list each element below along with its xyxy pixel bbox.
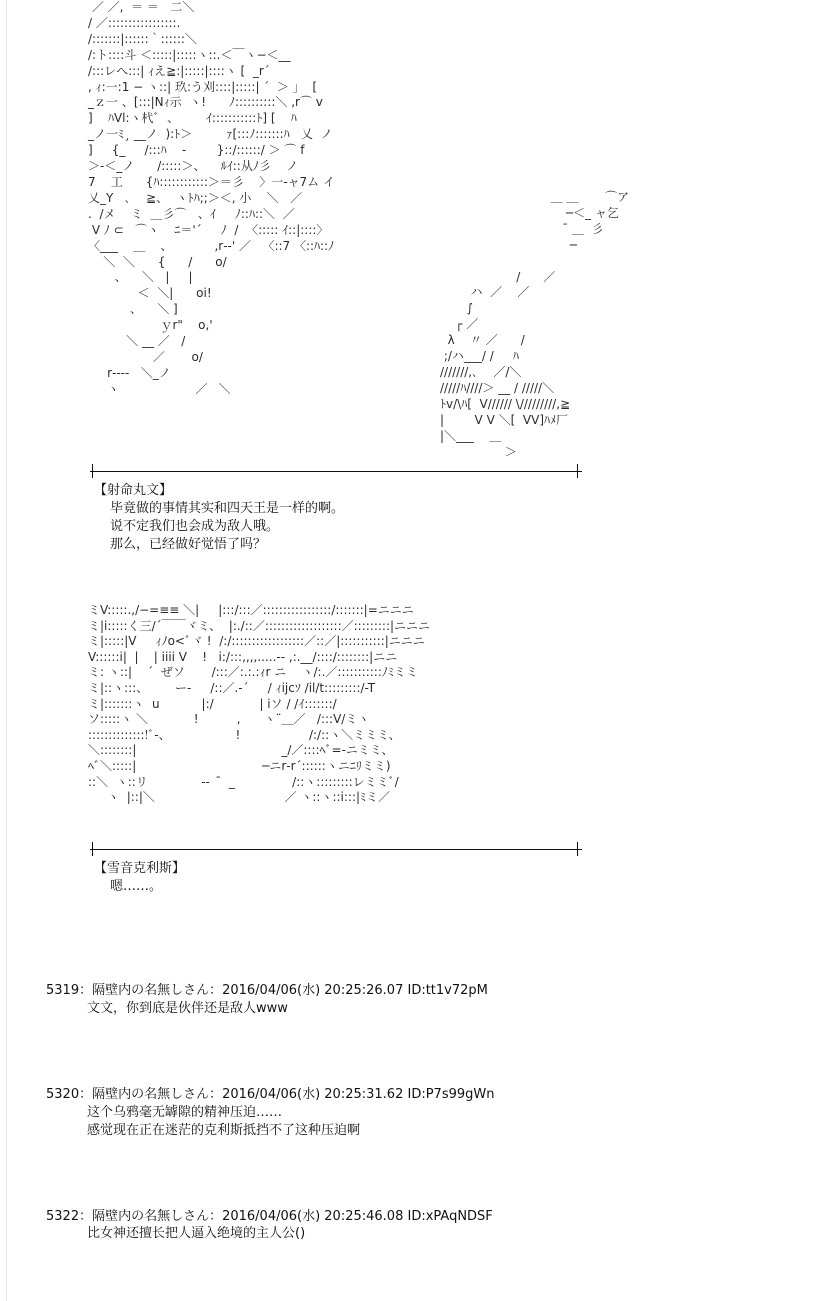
post-body bbox=[87, 1000, 288, 1018]
dialog-line: 说不定我们也会成为敌人哦。 bbox=[110, 519, 280, 534]
left-border-line bbox=[6, 0, 7, 1301]
speaker-name: 【雪音克利斯】 bbox=[94, 861, 186, 876]
divider-right-tick bbox=[577, 464, 578, 478]
post-body-line: 比女神还擅长把人逼入绝境的主人公() bbox=[87, 1226, 306, 1241]
ascii-art-aya: ／ ／, ＝ ＝ 二＼ / ／:::::::::::::::::. /:::::::|::::::｀::::::＼ /:ト::::斗 ＜:::::|:::::ヽ::.＜￣ヽ−＜__ /:::レへ:::| ｨえ≧:|:::::|::::ヽ [ _r´ , ｨ:一:1 − ヽ::| 玖:う刈::::|:::::| ´ ＞ 」 [ _ｚ一 、[:::|Nｨ示 ヽ! ﾉ::::::::::＼ ,r⌒ v ] ﾊVl:ヽ杙ﾞ 、 ｲ:::::::::::ﾄ] [ ﾊ _ノ一ﾐ¸ __ノ ):ﾄ＞ ｧ[:::ﾉ:::::::ﾊ 乂 ノ ] {_ /:::ﾊ ‐ }::/::::::/ ＞ ⌒ f ＞‐＜_ノ /:::::＞、 ﾙｲ::从ﾉ彡 ノ 7 工 {ﾊ::::::::::::＞＝彡 〉一‐ャ7ム イ 乂_Y ､ ≧、 ヽﾄﾊ;;＞＜, 小 ＼ ／ . /メ ミ ＿彡⌒ 、ｲ ﾉ::ﾊ::＼ ／ V ﾉ ⊂ ⌒ヽ ﾆ＝'´ ﾉ / 〈::::: ｲ::|::::〉 〈___ ＿ 、 ,r‐‐' ／ 〈::7 〈::ﾊ::ﾉ ＼ ＼ { / o/ 、 ＼ | | ＜ ＼| oi! 、 ＼ ] ｙr" o,' ＼ __ ／ / ／ o/ r‐‐‐‐ ＼_ノ ヽ ／ ＼ bbox=[88, 0, 335, 396]
post-header: 5320：隔壁内の名無しさん：2016/04/06(水) 20:25:31.62 ID:P7s99gWn bbox=[46, 1087, 495, 1102]
post-header: 5322：隔壁内の名無しさん：2016/04/06(水) 20:25:46.08 ID:xPAqNDSF bbox=[46, 1209, 493, 1224]
dialog-line: 毕竟做的事情其实和四天王是一样的啊。 bbox=[110, 501, 345, 516]
ascii-art-chris: ミV:::::.,/−=≡≡ ＼| |:::/:::／:::::::::::::::::/:::::::|=ニニニ ミ|i:::::く三/´￣￣ヾミ、 |:./::／:::::::::::::::::::／:::::::::|ニニニ ミ|:::::|V ｨﾉo<ﾞヾ ! /:/::::::::::::::::::／::／|:::::::::::|ニニニ V::::::i| | | iiii V ! i:/:::,,,,.....-‐ ,:.__/::::/::::::::|ニニ ミ: ヽ::| ´ ぜソ /:::／:.:.:ｨr ニ ヽ/:.／:::::::::::ﾉﾐミミ ミ|::ヽ:::、 ー‐ /::／.‐´ / ｨijcｿ /il/t:::::::::/‐T ミ|:::::::ヽ u |:/ | iソ / /ｲ:::::::/ ソ:::::ヽ ＼ ! , ヽ¨＿／ /:::V/ミヽ ::::::::::::::!ﾞ‐、 ! /:/::ヽ＼ミミミ、 ＼::::::::| _/／::::ﾍﾞ=-ニミミ、 ﾍﾞ＼:::::| ─ニr‐r´::::::ヽニﾆﾘミミ) ::＼ ヽ::リ ‐‐ ̄ _ /::ヽ:::::::::レミミﾞ/ ヽ |::|＼ ／ ヽ::ヽ::i:::|ﾐミ／ bbox=[88, 603, 431, 805]
dialog-line: 嗯……。 bbox=[110, 879, 163, 894]
divider-line bbox=[90, 471, 582, 472]
post-body-line: 感觉现在正在迷茫的克利斯抵挡不了这种压迫啊 bbox=[87, 1122, 361, 1138]
post-body bbox=[87, 1225, 305, 1243]
post-header: 5319：隔壁内の名無しさん：2016/04/06(水) 20:25:26.07 ID:tt1v72pM bbox=[46, 983, 488, 998]
dialog-line: 那么，已经做好觉悟了吗？ bbox=[110, 537, 267, 552]
ascii-art-aya-right: ＿ ＿ ⌒ア ─＜_ ャ乞 ¯ ＿ 彡 ─ / ／ ハ ／ ／ ∫ ┌ ／ λ 〃 ／ / ;/ハ___/ / ﾊ ///////,､ ／/＼ /////ﾊ////＞ __ / /////＼ ﾄv/\ﾊ[ V////// \/////////,≧ | V V ＼[ VV]ﾊﾒ厂 |＼___ ＿ ＞ bbox=[440, 190, 630, 459]
speaker-name: 【射命丸文】 bbox=[94, 483, 173, 498]
post-body bbox=[87, 1104, 360, 1139]
divider-left-tick bbox=[92, 464, 93, 478]
divider-left-tick bbox=[92, 842, 93, 856]
divider-line bbox=[90, 849, 582, 850]
post-body-line: 文文，你到底是伙伴还是敌人www bbox=[87, 1001, 288, 1016]
post-body-line: 这个乌鸦毫无罅隙的精神压迫…… bbox=[87, 1105, 283, 1120]
divider-right-tick bbox=[577, 842, 578, 856]
